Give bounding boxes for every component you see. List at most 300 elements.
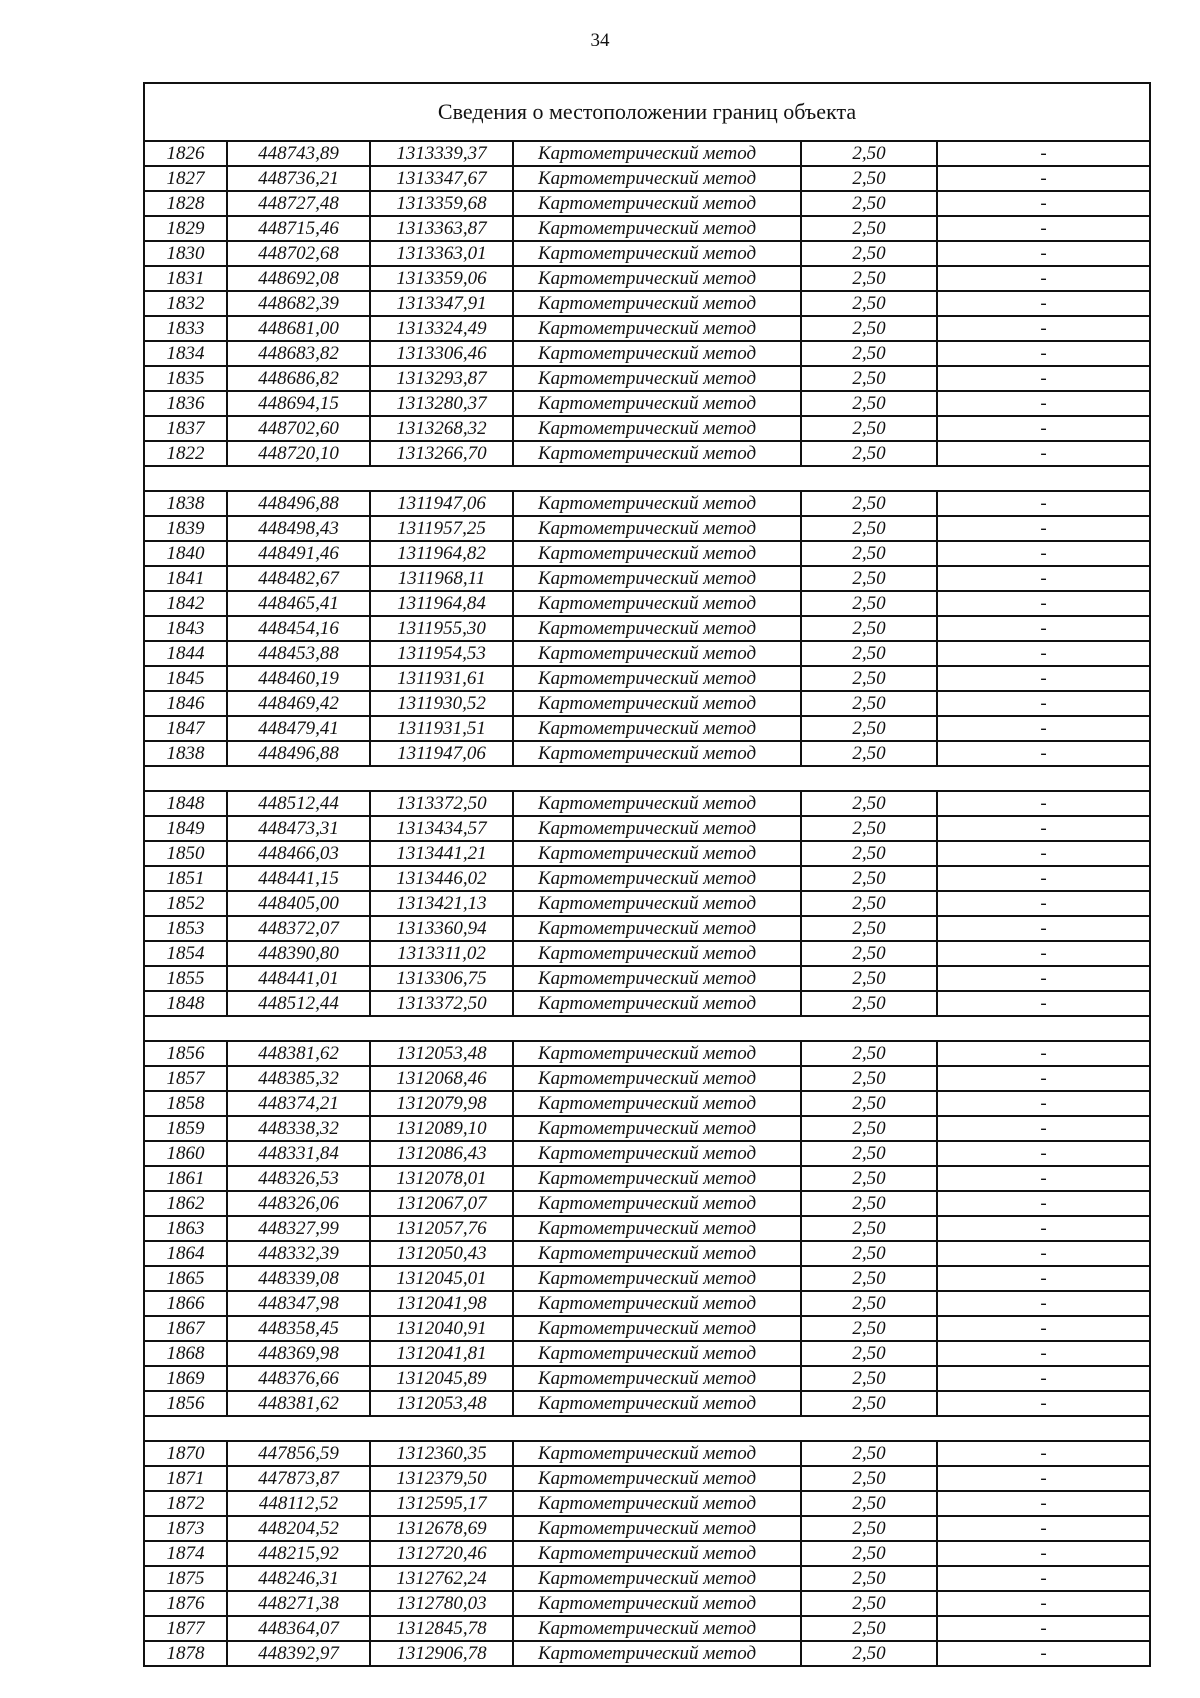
method-cell: Картометрический метод	[513, 1341, 801, 1366]
description-cell: -	[937, 716, 1150, 741]
description-cell: -	[937, 1566, 1150, 1591]
accuracy-cell: 2,50	[801, 1441, 937, 1466]
table-row	[144, 916, 1150, 941]
method-cell: Картометрический метод	[513, 1241, 801, 1266]
point-number-cell: 1867	[144, 1316, 227, 1341]
x-coordinate-cell: 448453,88	[227, 641, 370, 666]
table-row	[144, 741, 1150, 766]
accuracy-cell: 2,50	[801, 916, 937, 941]
method-cell: Картометрический метод	[513, 141, 801, 166]
method-cell: Картометрический метод	[513, 491, 801, 516]
method-cell: Картометрический метод	[513, 1141, 801, 1166]
point-number-cell: 1870	[144, 1441, 227, 1466]
method-cell: Картометрический метод	[513, 1166, 801, 1191]
description-cell: -	[937, 966, 1150, 991]
method-cell: Картометрический метод	[513, 816, 801, 841]
y-coordinate-cell: 1313441,21	[370, 841, 513, 866]
x-coordinate-cell: 448331,84	[227, 1141, 370, 1166]
y-coordinate-cell: 1313347,67	[370, 166, 513, 191]
accuracy-cell: 2,50	[801, 341, 937, 366]
table-row	[144, 791, 1150, 816]
point-number-cell: 1830	[144, 241, 227, 266]
description-cell: -	[937, 1091, 1150, 1116]
x-coordinate-cell: 448702,60	[227, 416, 370, 441]
y-coordinate-cell: 1312053,48	[370, 1391, 513, 1416]
x-coordinate-cell: 448482,67	[227, 566, 370, 591]
y-coordinate-cell: 1312379,50	[370, 1466, 513, 1491]
accuracy-cell: 2,50	[801, 891, 937, 916]
point-number-cell: 1831	[144, 266, 227, 291]
y-coordinate-cell: 1311957,25	[370, 516, 513, 541]
point-number-cell: 1840	[144, 541, 227, 566]
method-cell: Картометрический метод	[513, 991, 801, 1016]
description-cell: -	[937, 541, 1150, 566]
description-cell: -	[937, 1491, 1150, 1516]
description-cell: -	[937, 1366, 1150, 1391]
description-cell: -	[937, 1466, 1150, 1491]
point-number-cell: 1838	[144, 491, 227, 516]
x-coordinate-cell: 448473,31	[227, 816, 370, 841]
boundary-coordinates-table	[143, 82, 1151, 1667]
method-cell: Картометрический метод	[513, 291, 801, 316]
method-cell: Картометрический метод	[513, 1616, 801, 1641]
table-row	[144, 1041, 1150, 1066]
table-row	[144, 141, 1150, 166]
table-row	[144, 1566, 1150, 1591]
accuracy-cell: 2,50	[801, 1466, 937, 1491]
x-coordinate-cell: 448694,15	[227, 391, 370, 416]
method-cell: Картометрический метод	[513, 1191, 801, 1216]
accuracy-cell: 2,50	[801, 1091, 937, 1116]
method-cell: Картометрический метод	[513, 1441, 801, 1466]
table-row	[144, 1141, 1150, 1166]
method-cell: Картометрический метод	[513, 891, 801, 916]
point-number-cell: 1850	[144, 841, 227, 866]
y-coordinate-cell: 1311947,06	[370, 491, 513, 516]
point-number-cell: 1855	[144, 966, 227, 991]
description-cell: -	[937, 191, 1150, 216]
description-cell: -	[937, 1041, 1150, 1066]
accuracy-cell: 2,50	[801, 866, 937, 891]
y-coordinate-cell: 1311954,53	[370, 641, 513, 666]
table-row	[144, 991, 1150, 1016]
accuracy-cell: 2,50	[801, 1066, 937, 1091]
table-row	[144, 166, 1150, 191]
accuracy-cell: 2,50	[801, 241, 937, 266]
y-coordinate-cell: 1313293,87	[370, 366, 513, 391]
table-row	[144, 891, 1150, 916]
method-cell: Картометрический метод	[513, 1116, 801, 1141]
accuracy-cell: 2,50	[801, 691, 937, 716]
description-cell: -	[937, 741, 1150, 766]
y-coordinate-cell: 1312040,91	[370, 1316, 513, 1341]
table-row	[144, 816, 1150, 841]
x-coordinate-cell: 448204,52	[227, 1516, 370, 1541]
method-cell: Картометрический метод	[513, 1291, 801, 1316]
group-separator-cell	[144, 1016, 1150, 1041]
accuracy-cell: 2,50	[801, 716, 937, 741]
x-coordinate-cell: 448271,38	[227, 1591, 370, 1616]
accuracy-cell: 2,50	[801, 941, 937, 966]
accuracy-cell: 2,50	[801, 541, 937, 566]
accuracy-cell: 2,50	[801, 1216, 937, 1241]
point-number-cell: 1877	[144, 1616, 227, 1641]
x-coordinate-cell: 448686,82	[227, 366, 370, 391]
method-cell: Картометрический метод	[513, 216, 801, 241]
x-coordinate-cell: 448381,62	[227, 1041, 370, 1066]
y-coordinate-cell: 1312595,17	[370, 1491, 513, 1516]
group-separator-cell	[144, 466, 1150, 491]
y-coordinate-cell: 1312078,01	[370, 1166, 513, 1191]
x-coordinate-cell: 448374,21	[227, 1091, 370, 1116]
x-coordinate-cell: 448454,16	[227, 616, 370, 641]
y-coordinate-cell: 1312720,46	[370, 1541, 513, 1566]
point-number-cell: 1874	[144, 1541, 227, 1566]
point-number-cell: 1846	[144, 691, 227, 716]
y-coordinate-cell: 1313280,37	[370, 391, 513, 416]
y-coordinate-cell: 1313421,13	[370, 891, 513, 916]
x-coordinate-cell: 448692,08	[227, 266, 370, 291]
y-coordinate-cell: 1312845,78	[370, 1616, 513, 1641]
description-cell: -	[937, 616, 1150, 641]
method-cell: Картометрический метод	[513, 1041, 801, 1066]
method-cell: Картометрический метод	[513, 1316, 801, 1341]
x-coordinate-cell: 448465,41	[227, 591, 370, 616]
accuracy-cell: 2,50	[801, 516, 937, 541]
accuracy-cell: 2,50	[801, 791, 937, 816]
y-coordinate-cell: 1311968,11	[370, 566, 513, 591]
method-cell: Картометрический метод	[513, 966, 801, 991]
description-cell: -	[937, 166, 1150, 191]
point-number-cell: 1857	[144, 1066, 227, 1091]
table-row	[144, 1441, 1150, 1466]
point-number-cell: 1868	[144, 1341, 227, 1366]
point-number-cell: 1837	[144, 416, 227, 441]
accuracy-cell: 2,50	[801, 1641, 937, 1666]
table-row	[144, 616, 1150, 641]
method-cell: Картометрический метод	[513, 616, 801, 641]
accuracy-cell: 2,50	[801, 166, 937, 191]
y-coordinate-cell: 1313339,37	[370, 141, 513, 166]
x-coordinate-cell: 448338,32	[227, 1116, 370, 1141]
x-coordinate-cell: 448496,88	[227, 491, 370, 516]
group-separator-cell	[144, 766, 1150, 791]
point-number-cell: 1860	[144, 1141, 227, 1166]
description-cell: -	[937, 941, 1150, 966]
x-coordinate-cell: 448715,46	[227, 216, 370, 241]
method-cell: Картометрический метод	[513, 166, 801, 191]
accuracy-cell: 2,50	[801, 266, 937, 291]
method-cell: Картометрический метод	[513, 716, 801, 741]
y-coordinate-cell: 1313360,94	[370, 916, 513, 941]
accuracy-cell: 2,50	[801, 1291, 937, 1316]
x-coordinate-cell: 447873,87	[227, 1466, 370, 1491]
description-cell: -	[937, 341, 1150, 366]
method-cell: Картометрический метод	[513, 791, 801, 816]
description-cell: -	[937, 1616, 1150, 1641]
method-cell: Картометрический метод	[513, 1641, 801, 1666]
x-coordinate-cell: 448720,10	[227, 441, 370, 466]
x-coordinate-cell: 447856,59	[227, 1441, 370, 1466]
description-cell: -	[937, 216, 1150, 241]
point-number-cell: 1849	[144, 816, 227, 841]
y-coordinate-cell: 1312678,69	[370, 1516, 513, 1541]
point-number-cell: 1839	[144, 516, 227, 541]
x-coordinate-cell: 448246,31	[227, 1566, 370, 1591]
x-coordinate-cell: 448479,41	[227, 716, 370, 741]
method-cell: Картометрический метод	[513, 341, 801, 366]
x-coordinate-cell: 448392,97	[227, 1641, 370, 1666]
table-row	[144, 941, 1150, 966]
y-coordinate-cell: 1311964,84	[370, 591, 513, 616]
accuracy-cell: 2,50	[801, 1166, 937, 1191]
y-coordinate-cell: 1312067,07	[370, 1191, 513, 1216]
point-number-cell: 1872	[144, 1491, 227, 1516]
method-cell: Картометрический метод	[513, 566, 801, 591]
x-coordinate-cell: 448498,43	[227, 516, 370, 541]
table-row	[144, 866, 1150, 891]
table-row	[144, 216, 1150, 241]
y-coordinate-cell: 1312068,46	[370, 1066, 513, 1091]
table-row	[144, 1541, 1150, 1566]
accuracy-cell: 2,50	[801, 1491, 937, 1516]
table-row	[144, 1216, 1150, 1241]
description-cell: -	[937, 1541, 1150, 1566]
x-coordinate-cell: 448736,21	[227, 166, 370, 191]
x-coordinate-cell: 448491,46	[227, 541, 370, 566]
x-coordinate-cell: 448512,44	[227, 991, 370, 1016]
accuracy-cell: 2,50	[801, 491, 937, 516]
accuracy-cell: 2,50	[801, 366, 937, 391]
y-coordinate-cell: 1312762,24	[370, 1566, 513, 1591]
table-title-row	[144, 83, 1150, 141]
table-row	[144, 641, 1150, 666]
method-cell: Картометрический метод	[513, 1466, 801, 1491]
table-row	[144, 691, 1150, 716]
x-coordinate-cell: 448743,89	[227, 141, 370, 166]
y-coordinate-cell: 1313363,87	[370, 216, 513, 241]
y-coordinate-cell: 1312045,89	[370, 1366, 513, 1391]
table-row	[144, 441, 1150, 466]
description-cell: -	[937, 791, 1150, 816]
description-cell: -	[937, 1116, 1150, 1141]
accuracy-cell: 2,50	[801, 1566, 937, 1591]
y-coordinate-cell: 1311955,30	[370, 616, 513, 641]
point-number-cell: 1851	[144, 866, 227, 891]
description-cell: -	[937, 691, 1150, 716]
x-coordinate-cell: 448215,92	[227, 1541, 370, 1566]
point-number-cell: 1866	[144, 1291, 227, 1316]
point-number-cell: 1835	[144, 366, 227, 391]
method-cell: Картометрический метод	[513, 1091, 801, 1116]
description-cell: -	[937, 866, 1150, 891]
point-number-cell: 1852	[144, 891, 227, 916]
table-row	[144, 566, 1150, 591]
method-cell: Картометрический метод	[513, 1591, 801, 1616]
table-row	[144, 1116, 1150, 1141]
point-number-cell: 1828	[144, 191, 227, 216]
point-number-cell: 1832	[144, 291, 227, 316]
table-row	[144, 841, 1150, 866]
y-coordinate-cell: 1313324,49	[370, 316, 513, 341]
description-cell: -	[937, 141, 1150, 166]
y-coordinate-cell: 1312079,98	[370, 1091, 513, 1116]
point-number-cell: 1853	[144, 916, 227, 941]
point-number-cell: 1861	[144, 1166, 227, 1191]
method-cell: Картометрический метод	[513, 516, 801, 541]
description-cell: -	[937, 516, 1150, 541]
point-number-cell: 1873	[144, 1516, 227, 1541]
table-row	[144, 1591, 1150, 1616]
description-cell: -	[937, 666, 1150, 691]
accuracy-cell: 2,50	[801, 1616, 937, 1641]
y-coordinate-cell: 1313306,75	[370, 966, 513, 991]
point-number-cell: 1875	[144, 1566, 227, 1591]
description-cell: -	[937, 491, 1150, 516]
method-cell: Картометрический метод	[513, 416, 801, 441]
description-cell: -	[937, 641, 1150, 666]
x-coordinate-cell: 448727,48	[227, 191, 370, 216]
description-cell: -	[937, 1216, 1150, 1241]
point-number-cell: 1854	[144, 941, 227, 966]
x-coordinate-cell: 448496,88	[227, 741, 370, 766]
description-cell: -	[937, 1316, 1150, 1341]
table-row	[144, 1491, 1150, 1516]
table-row	[144, 1166, 1150, 1191]
method-cell: Картометрический метод	[513, 691, 801, 716]
point-number-cell: 1865	[144, 1266, 227, 1291]
table-row	[144, 241, 1150, 266]
table-row	[144, 1341, 1150, 1366]
table-row	[144, 1241, 1150, 1266]
y-coordinate-cell: 1312045,01	[370, 1266, 513, 1291]
x-coordinate-cell: 448112,52	[227, 1491, 370, 1516]
table-row	[144, 516, 1150, 541]
description-cell: -	[937, 1391, 1150, 1416]
x-coordinate-cell: 448405,00	[227, 891, 370, 916]
description-cell: -	[937, 1591, 1150, 1616]
method-cell: Картометрический метод	[513, 391, 801, 416]
point-number-cell: 1838	[144, 741, 227, 766]
description-cell: -	[937, 1441, 1150, 1466]
y-coordinate-cell: 1313347,91	[370, 291, 513, 316]
x-coordinate-cell: 448372,07	[227, 916, 370, 941]
point-number-cell: 1848	[144, 791, 227, 816]
accuracy-cell: 2,50	[801, 191, 937, 216]
table-row	[144, 541, 1150, 566]
point-number-cell: 1871	[144, 1466, 227, 1491]
y-coordinate-cell: 1312050,43	[370, 1241, 513, 1266]
description-cell: -	[937, 916, 1150, 941]
table-row	[144, 316, 1150, 341]
description-cell: -	[937, 1516, 1150, 1541]
table-row	[144, 1516, 1150, 1541]
x-coordinate-cell: 448460,19	[227, 666, 370, 691]
x-coordinate-cell: 448441,01	[227, 966, 370, 991]
point-number-cell: 1856	[144, 1041, 227, 1066]
point-number-cell: 1856	[144, 1391, 227, 1416]
method-cell: Картометрический метод	[513, 191, 801, 216]
description-cell: -	[937, 1641, 1150, 1666]
accuracy-cell: 2,50	[801, 1041, 937, 1066]
method-cell: Картометрический метод	[513, 1066, 801, 1091]
y-coordinate-cell: 1312780,03	[370, 1591, 513, 1616]
accuracy-cell: 2,50	[801, 1516, 937, 1541]
x-coordinate-cell: 448326,53	[227, 1166, 370, 1191]
boundary-table-container	[143, 82, 1149, 1667]
accuracy-cell: 2,50	[801, 391, 937, 416]
point-number-cell: 1848	[144, 991, 227, 1016]
table-row	[144, 366, 1150, 391]
accuracy-cell: 2,50	[801, 416, 937, 441]
table-row	[144, 1066, 1150, 1091]
description-cell: -	[937, 566, 1150, 591]
description-cell: -	[937, 266, 1150, 291]
table-row	[144, 266, 1150, 291]
point-number-cell: 1878	[144, 1641, 227, 1666]
method-cell: Картометрический метод	[513, 1366, 801, 1391]
accuracy-cell: 2,50	[801, 1591, 937, 1616]
accuracy-cell: 2,50	[801, 1316, 937, 1341]
x-coordinate-cell: 448512,44	[227, 791, 370, 816]
table-row	[144, 1316, 1150, 1341]
method-cell: Картометрический метод	[513, 241, 801, 266]
x-coordinate-cell: 448339,08	[227, 1266, 370, 1291]
accuracy-cell: 2,50	[801, 141, 937, 166]
y-coordinate-cell: 1311930,52	[370, 691, 513, 716]
y-coordinate-cell: 1312906,78	[370, 1641, 513, 1666]
table-row	[144, 591, 1150, 616]
y-coordinate-cell: 1311931,51	[370, 716, 513, 741]
description-cell: -	[937, 391, 1150, 416]
x-coordinate-cell: 448682,39	[227, 291, 370, 316]
point-number-cell: 1864	[144, 1241, 227, 1266]
table-row	[144, 1391, 1150, 1416]
method-cell: Картометрический метод	[513, 1541, 801, 1566]
description-cell: -	[937, 441, 1150, 466]
accuracy-cell: 2,50	[801, 1141, 937, 1166]
method-cell: Картометрический метод	[513, 741, 801, 766]
method-cell: Картометрический метод	[513, 441, 801, 466]
y-coordinate-cell: 1312086,43	[370, 1141, 513, 1166]
y-coordinate-cell: 1312360,35	[370, 1441, 513, 1466]
table-row	[144, 716, 1150, 741]
point-number-cell: 1876	[144, 1591, 227, 1616]
accuracy-cell: 2,50	[801, 1391, 937, 1416]
accuracy-cell: 2,50	[801, 841, 937, 866]
description-cell: -	[937, 291, 1150, 316]
x-coordinate-cell: 448381,62	[227, 1391, 370, 1416]
method-cell: Картометрический метод	[513, 1216, 801, 1241]
accuracy-cell: 2,50	[801, 1541, 937, 1566]
table-row	[144, 666, 1150, 691]
group-separator-row	[144, 1016, 1150, 1041]
description-cell: -	[937, 1266, 1150, 1291]
point-number-cell: 1869	[144, 1366, 227, 1391]
method-cell: Картометрический метод	[513, 866, 801, 891]
point-number-cell: 1836	[144, 391, 227, 416]
x-coordinate-cell: 448441,15	[227, 866, 370, 891]
point-number-cell: 1844	[144, 641, 227, 666]
y-coordinate-cell: 1311947,06	[370, 741, 513, 766]
y-coordinate-cell: 1313363,01	[370, 241, 513, 266]
y-coordinate-cell: 1313372,50	[370, 791, 513, 816]
y-coordinate-cell: 1312041,81	[370, 1341, 513, 1366]
x-coordinate-cell: 448347,98	[227, 1291, 370, 1316]
description-cell: -	[937, 1166, 1150, 1191]
y-coordinate-cell: 1312057,76	[370, 1216, 513, 1241]
accuracy-cell: 2,50	[801, 991, 937, 1016]
